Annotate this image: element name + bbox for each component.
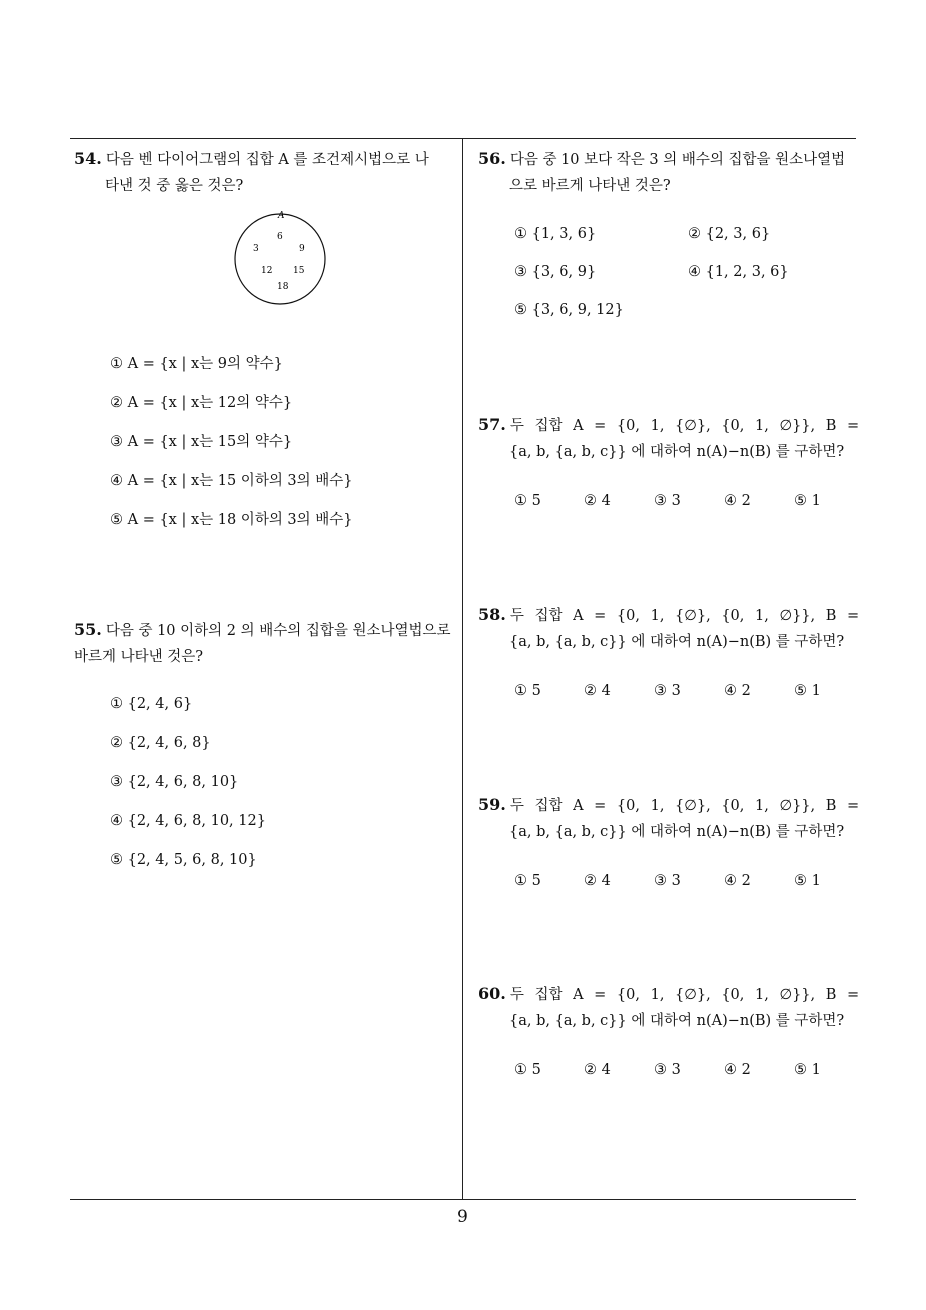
question-text-line2: {a, b, {a, b, c}} 에 대하여 n(A)−n(B) 를 구하면?: [509, 634, 845, 650]
question-54: [74, 146, 458, 199]
question-text-line2: 바르게 나타낸 것은?: [74, 649, 204, 665]
question-58: [478, 602, 858, 655]
option-5[interactable]: ⑤ {3, 6, 9, 12}: [514, 302, 624, 318]
column-divider: [462, 138, 463, 1200]
option-2[interactable]: ② {2, 4, 6, 8}: [110, 735, 211, 751]
question-text-line2: 으로 바르게 나타낸 것은?: [509, 178, 671, 194]
option-4[interactable]: ④ 2: [724, 683, 751, 699]
option-4[interactable]: ④ 2: [724, 873, 751, 889]
question-number: 60.: [478, 984, 506, 1003]
bottom-rule: [70, 1199, 856, 1200]
option-2[interactable]: ② {2, 3, 6}: [688, 226, 771, 242]
option-5[interactable]: ⑤ A = {x | x는 18 이하의 3의 배수}: [110, 512, 353, 528]
option-5[interactable]: ⑤ 1: [794, 493, 821, 509]
option-3[interactable]: ③ A = {x | x는 15의 약수}: [110, 434, 293, 450]
venn-element: 3: [253, 244, 259, 254]
option-2[interactable]: ② 4: [584, 1062, 611, 1078]
question-number: 58.: [478, 605, 506, 624]
option-1[interactable]: ① A = {x | x는 9의 약수}: [110, 356, 283, 372]
option-3[interactable]: ③ 3: [654, 493, 681, 509]
question-text-line1: 다음 중 10 이하의 2 의 배수의 집합을 원소나열법으로: [105, 623, 451, 639]
option-5[interactable]: ⑤ {2, 4, 5, 6, 8, 10}: [110, 852, 257, 868]
venn-element: 15: [293, 266, 305, 276]
question-text-line1: 다음 중 10 보다 작은 3 의 배수의 집합을 원소나열법: [509, 152, 846, 168]
question-55: [74, 617, 458, 670]
option-3[interactable]: ③ {2, 4, 6, 8, 10}: [110, 774, 239, 790]
question-text-line1: 두 집합 A = {0, 1, {∅}, {0, 1, ∅}}, B =: [509, 608, 860, 624]
option-1[interactable]: ① 5: [514, 683, 541, 699]
option-5[interactable]: ⑤ 1: [794, 1062, 821, 1078]
question-text-line1: 두 집합 A = {0, 1, {∅}, {0, 1, ∅}}, B =: [509, 418, 860, 434]
option-1[interactable]: ① {1, 3, 6}: [514, 226, 597, 242]
venn-element: 18: [277, 282, 289, 292]
venn-diagram: [225, 204, 335, 314]
option-3[interactable]: ③ 3: [654, 683, 681, 699]
question-number: 59.: [478, 795, 506, 814]
option-3[interactable]: ③ 3: [654, 873, 681, 889]
top-rule: [70, 138, 856, 139]
option-2[interactable]: ② 4: [584, 683, 611, 699]
option-5[interactable]: ⑤ 1: [794, 683, 821, 699]
question-number: 54.: [74, 149, 102, 168]
question-56: [478, 146, 858, 199]
venn-element: 12: [261, 266, 273, 276]
question-number: 55.: [74, 620, 102, 639]
question-text-line1: 두 집합 A = {0, 1, {∅}, {0, 1, ∅}}, B =: [509, 987, 860, 1003]
question-59: [478, 792, 858, 845]
question-text-line2: {a, b, {a, b, c}} 에 대하여 n(A)−n(B) 를 구하면?: [509, 1013, 845, 1029]
option-1[interactable]: ① 5: [514, 873, 541, 889]
question-number: 56.: [478, 149, 506, 168]
option-4[interactable]: ④ {2, 4, 6, 8, 10, 12}: [110, 813, 266, 829]
venn-element: 9: [299, 244, 305, 254]
option-4[interactable]: ④ A = {x | x는 15 이하의 3의 배수}: [110, 473, 353, 489]
venn-set-label: A: [278, 211, 285, 221]
question-text-line2: {a, b, {a, b, c}} 에 대하여 n(A)−n(B) 를 구하면?: [509, 444, 845, 460]
page-number: 9: [457, 1207, 468, 1227]
venn-element: 6: [277, 232, 283, 242]
question-60: [478, 981, 858, 1034]
question-number: 57.: [478, 415, 506, 434]
question-57: [478, 412, 858, 465]
question-text-line2: {a, b, {a, b, c}} 에 대하여 n(A)−n(B) 를 구하면?: [509, 824, 845, 840]
option-3[interactable]: ③ {3, 6, 9}: [514, 264, 597, 280]
option-2[interactable]: ② 4: [584, 873, 611, 889]
option-4[interactable]: ④ 2: [724, 1062, 751, 1078]
option-3[interactable]: ③ 3: [654, 1062, 681, 1078]
option-5[interactable]: ⑤ 1: [794, 873, 821, 889]
question-text-line1: 다음 벤 다이어그램의 집합 A 를 조건제시법으로 나: [105, 152, 429, 168]
option-4[interactable]: ④ {1, 2, 3, 6}: [688, 264, 789, 280]
option-1[interactable]: ① {2, 4, 6}: [110, 696, 193, 712]
question-text-line2: 타낸 것 중 옳은 것은?: [105, 178, 244, 194]
option-1[interactable]: ① 5: [514, 1062, 541, 1078]
option-4[interactable]: ④ 2: [724, 493, 751, 509]
question-text-line1: 두 집합 A = {0, 1, {∅}, {0, 1, ∅}}, B =: [509, 798, 860, 814]
option-2[interactable]: ② A = {x | x는 12의 약수}: [110, 395, 293, 411]
option-1[interactable]: ① 5: [514, 493, 541, 509]
option-2[interactable]: ② 4: [584, 493, 611, 509]
